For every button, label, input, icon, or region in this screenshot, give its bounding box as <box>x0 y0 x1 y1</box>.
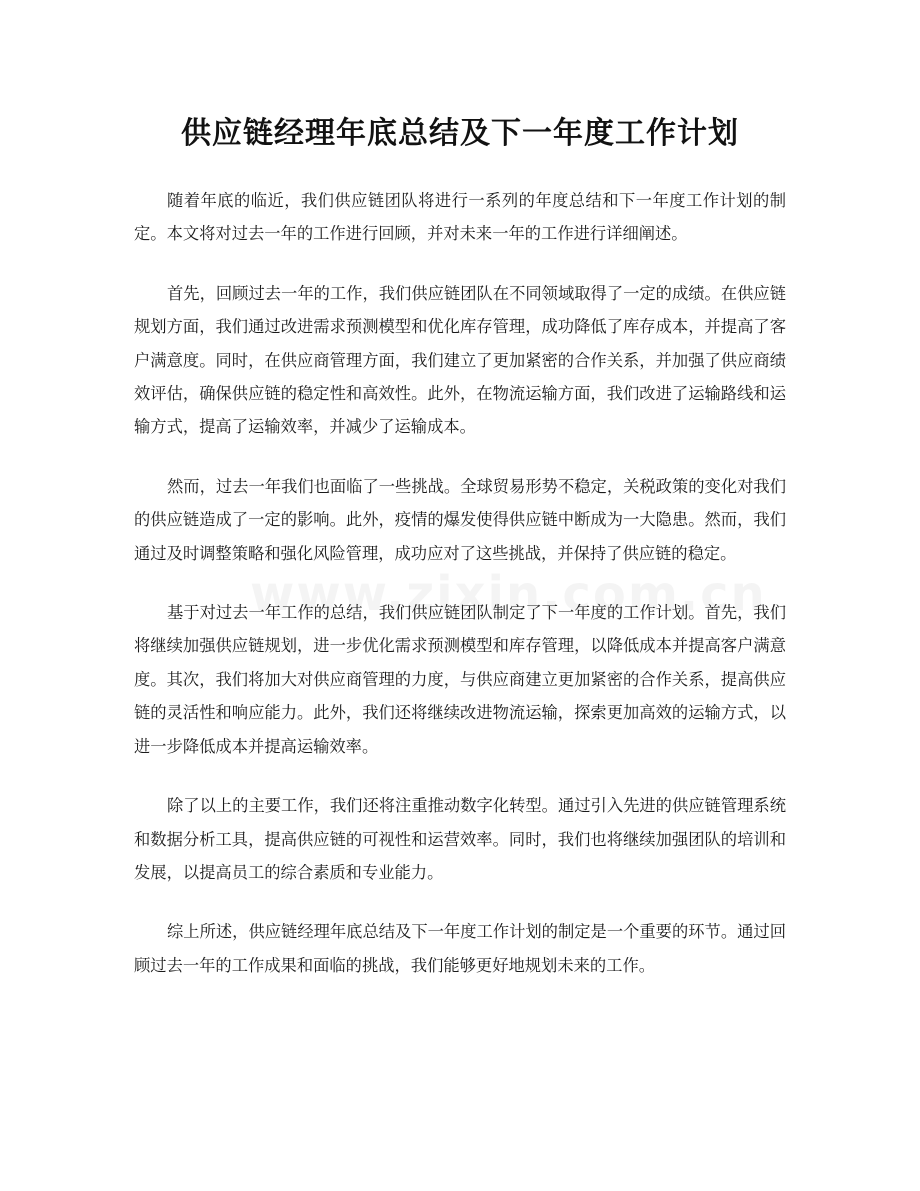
paragraph-intro: 随着年底的临近，我们供应链团队将进行一系列的年度总结和下一年度工作计划的制定。本文将对过去一年的工作进行回顾，并对未来一年的工作进行详细阐述。 <box>134 191 786 244</box>
paragraph-digital: 除了以上的主要工作，我们还将注重推动数字化转型。通过引入先进的供应链管理系统和数据分析工具，提高供应链的可视性和运营效率。同时，我们也将继续加强团队的培训和发展，以提高员工的综合素质和专业能力。 <box>134 796 786 882</box>
document-body <box>134 184 786 1008</box>
paragraph-review: 首先，回顾过去一年的工作，我们供应链团队在不同领域取得了一定的成绩。在供应链规划方面，我们通过改进需求预测模型和优化库存管理，成功降低了库存成本，并提高了客户满意度。同时，在供应商管理方面，我们建立了更加紧密的合作关系，并加强了供应商绩效评估，确保供应链的稳定性和高效性。此外，在物流运输方面，我们改进了运输路线和运输方式，提高了运输效率，并减少了运输成本。 <box>134 283 786 437</box>
paragraph-conclusion: 综上所述，供应链经理年底总结及下一年度工作计划的制定是一个重要的环节。通过回顾过去一年的工作成果和面临的挑战，我们能够更好地规划未来的工作。 <box>134 922 786 975</box>
paragraph-plan: 基于对过去一年工作的总结，我们供应链团队制定了下一年度的工作计划。首先，我们将继续加强供应链规划，进一步优化需求预测模型和库存管理，以降低成本并提高客户满意度。其次，我们将加大对供应商管理的力度，与供应商建立更加紧密的合作关系，提高供应链的灵活性和响应能力。此外，我们还将继续改进物流运输，探索更加高效的运输方式，以进一步降低成本并提高运输效率。 <box>134 603 786 756</box>
paragraph-challenges: 然而，过去一年我们也面临了一些挑战。全球贸易形势不稳定，关税政策的变化对我们的供应链造成了一定的影响。此外，疫情的爆发使得供应链中断成为一大隐患。然而，我们通过及时调整策略和强化风险管理，成功应对了这些挑战，并保持了供应链的稳定。 <box>134 476 786 563</box>
document-title: 供应链经理年底总结及下一年度工作计划 <box>181 116 739 151</box>
